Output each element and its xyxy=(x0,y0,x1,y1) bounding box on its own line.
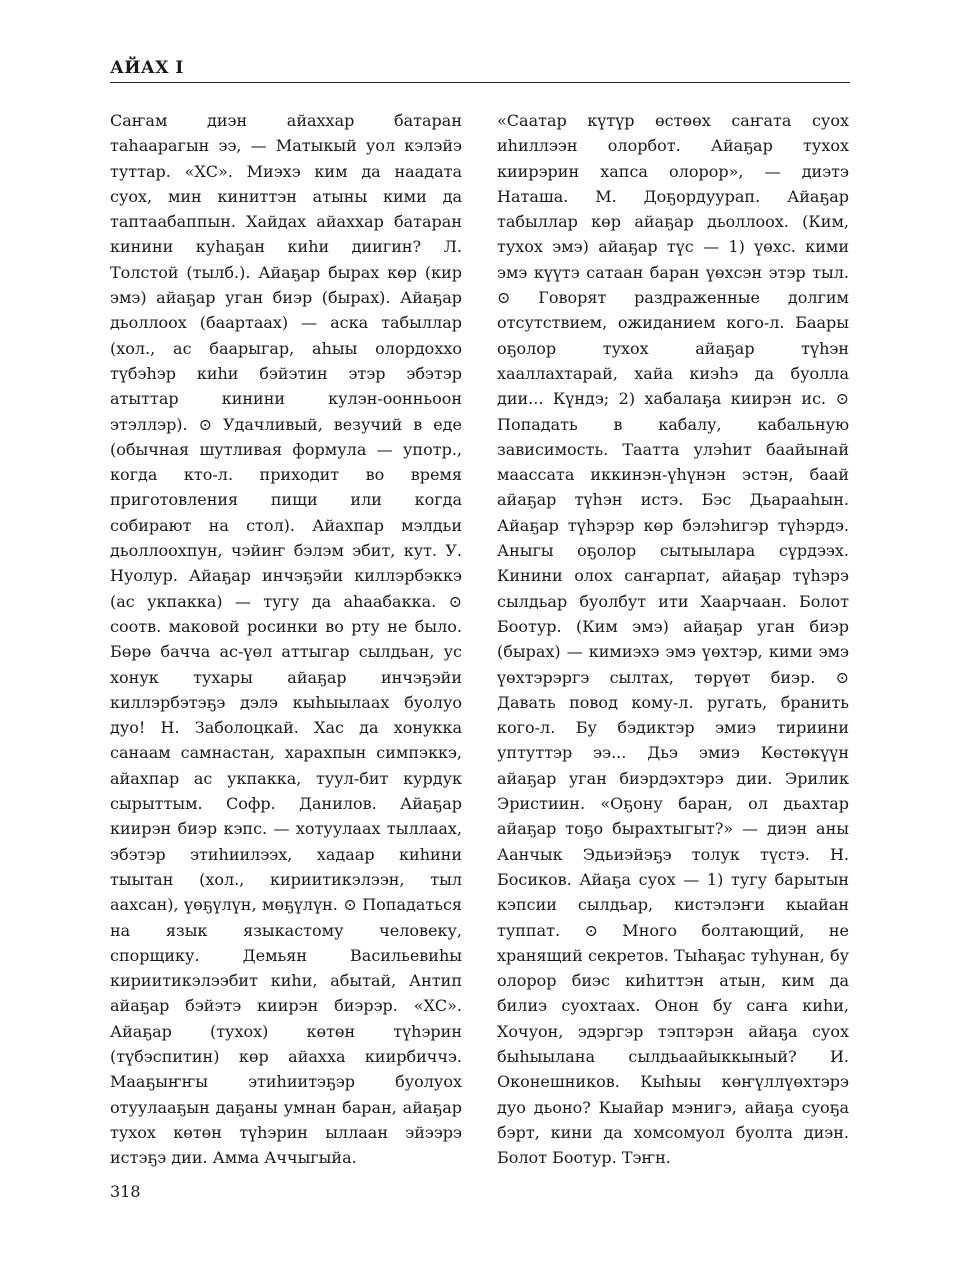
right-column xyxy=(497,108,849,1170)
running-header xyxy=(110,54,850,83)
left-column-text: Саҥам диэн айаххар батаран таһаарагын ээ, — Матыкый уол кэлэйэ туттар. «ХС». Миэхэ ким да наадата суох, мин киниттэн атыны кими да таптаабаппын. Хайдах айаххар батаран кинини куһаҕан киһи диигин? Л. Толстой (тылб.). Айаҕар бырах көр (кир эмэ) айаҕар уган биэр (бырах). Айаҕар дьоллоох (баартаах) — аска табыллар (хол., ас баарыгар, аһыы олордоххо түбэһэр киһи бэйэтин этэр эбэтэр атыттар кинини кулэн-оонньоон этэллэр). ⊙ Удачливый, везучий в еде (обычная шутливая формула — употр., когда кто-л. приходит во время приготовления пищи или когда собирают на стол). Айахпар мэлдьи дьоллоохпун, чэйиҥ бэлэм эбит, кут. У. Нуолур. Айаҕар инчэҕэйи киллэрбэккэ (ас укпакка) — тугу да аһаабакка. ⊙ соотв. маковой росинки во рту не было. Бөрө бачча ас-үөл аттыгар сылдьан, ус хонук тухары айаҕар инчэҕэйи киллэрбэтэҕэ дэлэ кыһыылаах буолуо дуо! Н. Заболоцкай. Хас да хонукка санаам самнастан, харахпын симпэккэ, айахпар ас укпакка, туул-бит курдук сырыттым. Софр. Данилов. Айаҕар киирэн биэр кэпс. — хотуулаах тыллаах, эбэтэр этиһиилээх, хадаар киһини тыытан (хол., кириитикэлээн, тыл аахсан), үөҕүлүн, мөҕүлүн. ⊙ Попадаться на язык языкастому человеку, спорщику. Демьян Васильевиһы кириитикэлээбит киһи, абытай, Антип айаҕар бэйэтэ киирэн биэрэр. «ХС». Айаҕар (тухох) көтөн түһэрин (түбэспитин) көр айахха киирбиччэ. Мааҕыҥҥы этиһиитэҕэр буолуох отуулааҕын даҕаны умнан баран, айаҕар тухох көтөн түһэрин ыллаан эйээрэ истэҕэ дии. Амма Аччыгыйа. xyxy=(110,111,462,1168)
running-header-title: АЙАХ I xyxy=(110,58,184,78)
left-column xyxy=(110,108,462,1170)
page-number: 318 xyxy=(110,1182,141,1201)
right-column-text: «Саатар күтүр өстөөх саҥата суох иһиллээн олорбот. Айаҕар тухох киирэрин хапса олорор», — диэтэ Наташа. М. Доҕордуурап. Айаҕар табыллар көр айаҕар дьоллоох. (Ким, тухох эмэ) айаҕар түс — 1) үөхс. кими эмэ күүтэ сатаан баран үөхсэн этэр тыл. ⊙ Говорят раздраженные долгим отсутствием, ожиданием кого-л. Баары оҕолор тухох айаҕар түһэн хааллахтарай, хайа киэһэ да буолла дии... Күндэ; 2) хабалаҕа киирэн ис. ⊙ Попадать в кабалу, кабальную зависимость. Таатта улэһит баайынай маассата иккинэн-үһүнэн эстэн, баай айаҕар түһэн истэ. Бэс Дьарааһын. Айаҕар түһэрэр көр бэлэһигэр түһэрдэ. Аныгы оҕолор сытыылара сүрдээх. Кинини олох саҥарпат, айаҕар түһэрэ сылдьар буолбут ити Хаарчаан. Болот Боотур. (Ким эмэ) айаҕар уган биэр (бырах) — кимиэхэ эмэ үөхтэр, кими эмэ үөхтэрэргэ сылтах, төрүөт биэр. ⊙ Давать повод кому-л. ругать, бранить кого-л. Бу бэдиктэр эмиэ тириини уптуттэр ээ... Дьэ эмиэ Көстөкүүн айаҕар уган биэрдэхтэрэ дии. Эрилик Эристиин. «Оҕону баран, ол дьахтар айаҕар тоҕо бырахтыгыт?» — диэн аны Аанчык Эдьиэйэҕэ толук түстэ. Н. Босиков. Айаҕа суох — 1) тугу барытын кэпсии сылдьар, кистэлэҥи кыайан туппат. ⊙ Много болтающий, не хранящий секретов. Тыһаҕас туһунан, бу олорор биэс киһиттэн атын, ким да билиэ суохтаах. Онон бу саҥа киһи, Хочуон, эдэргэр тэптэрэн айаҕа суох быһыылана сылдьаайыккыный? И. Оконешников. Кыһыы көҥүллүөхтэрэ дуо дьоно? Кыайар мэнигэ, айаҕа суоҕа бэрт, кини да хомсомуол буолта диэн. Болот Боотур. Тэҥн. xyxy=(497,111,849,1168)
